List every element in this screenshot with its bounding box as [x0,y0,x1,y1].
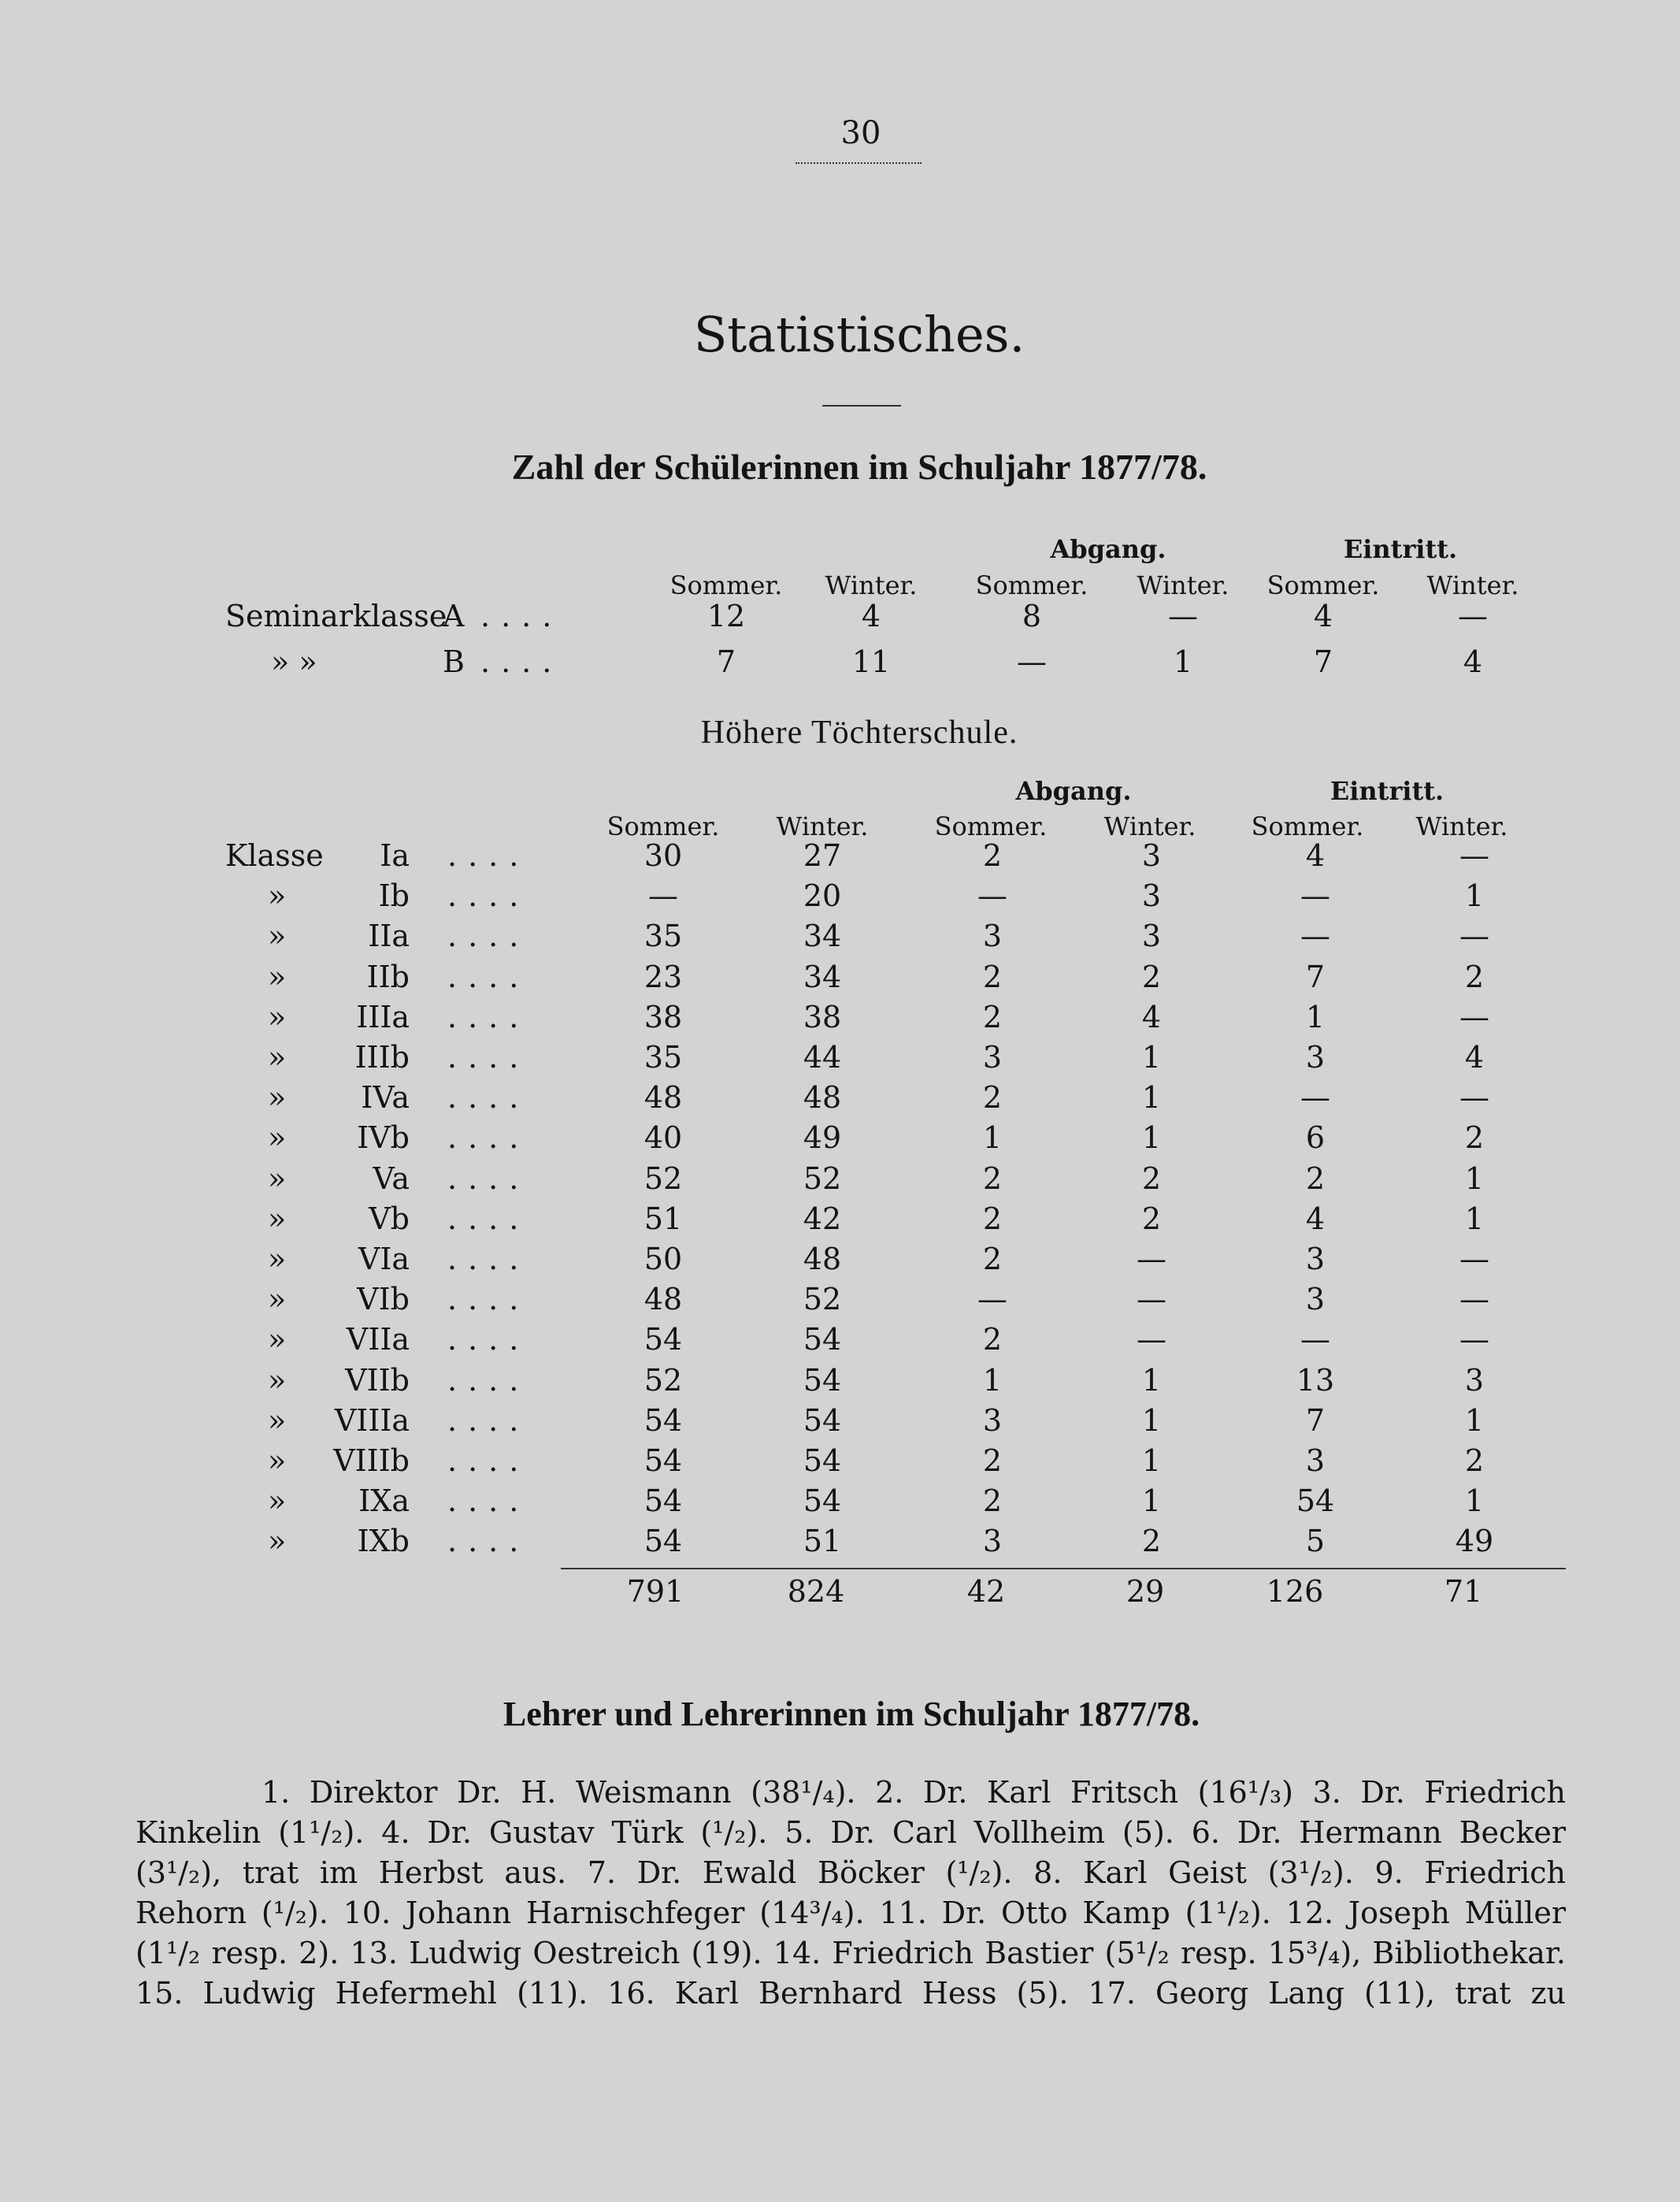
class-label: Vb [369,1201,410,1236]
table-cell: 38 [643,1000,683,1034]
totals-rule [561,1568,1566,1569]
leader-dots: .... [447,1443,530,1478]
leader-dots: .... [447,1403,530,1438]
table-cell: 2 [982,960,1003,994]
total-cell: 29 [1126,1574,1165,1609]
class-label: Va [373,1161,410,1196]
table-cell: — [1459,1242,1489,1276]
class-label: VIIb [345,1363,410,1398]
ditto-mark: » [268,1524,287,1558]
table-cell: 1 [1141,1403,1162,1438]
paragraph-line: Rehorn (¹/₂). 10. Johann Harnischfeger (14³/₄). 11. Dr. Otto Kamp (1¹/₂). 12. Joseph Müller [135,1896,1566,1930]
table-cell: 2 [982,1242,1003,1276]
ditto-mark: » [268,1242,287,1276]
section-heading-school: Höhere Töchterschule. [700,715,1018,751]
table-cell: 2 [982,1161,1003,1196]
table-cell: 7 [716,644,736,679]
leader-dots: .... [447,1000,530,1034]
table-cell: 52 [803,1161,842,1196]
column-header: Sommer. [975,570,1088,600]
table-cell: 7 [1313,644,1333,679]
table-cell: 42 [803,1201,842,1236]
ditto-mark: » [268,1040,287,1075]
column-header: Winter. [825,570,918,600]
column-header: Sommer. [669,570,783,600]
class-label: VIIIb [333,1443,410,1478]
section-heading-students: Zahl der Schülerinnen im Schuljahr 1877/78. [511,447,1207,487]
table-cell: — [977,878,1007,913]
table-cell: — [1168,599,1198,633]
row-label: » » [271,644,317,679]
table-cell: 54 [803,1443,842,1478]
ditto-mark: » [268,960,287,994]
table-cell: 20 [803,878,842,913]
paragraph-line: (3¹/₂), trat im Herbst aus. 7. Dr. Ewald Böcker (¹/₂). 8. Karl Geist (3¹/₂). 9. Friedrich [135,1855,1566,1890]
table-cell: 3 [982,1403,1003,1438]
table-cell: 13 [1296,1363,1335,1398]
table-cell: 1 [1141,1080,1162,1115]
row-sublabel: A [443,599,465,633]
ditto-mark: » [268,1282,287,1316]
ditto-mark: » [268,1120,287,1155]
table-cell: 4 [1463,644,1483,679]
row-label: Seminarklasse [225,599,447,633]
table-cell: 1 [982,1363,1003,1398]
ditto-mark: » [268,1080,287,1115]
table-cell: 35 [643,919,683,953]
title-divider [822,405,901,407]
table-cell: 34 [803,919,842,953]
table-cell: 2 [1464,1120,1485,1155]
table-cell: — [1300,1080,1330,1115]
ditto-mark: » [268,1483,287,1518]
table-cell: 34 [803,960,842,994]
table-cell: 27 [803,838,842,873]
class-label: VIb [357,1282,410,1316]
paragraph-line: (1¹/₂ resp. 2). 13. Ludwig Oestreich (19). 14. Friedrich Bastier (5¹/₂ resp. 15³/₄), Bibliothekar. [135,1936,1566,1970]
leader-dots: .... [447,1201,530,1236]
table-cell: 2 [982,1201,1003,1236]
class-label: IIb [366,960,410,994]
table-cell: 3 [982,1524,1003,1558]
class-label: IXa [358,1483,410,1518]
class-label: IXb [357,1524,410,1558]
table-cell: 51 [643,1201,683,1236]
column-header: Sommer. [1251,811,1364,841]
leader-dots: .... [447,1282,530,1316]
leader-dots: .... [447,1483,530,1518]
table-cell: 30 [643,838,683,873]
class-label: IIIa [356,1000,410,1034]
ditto-mark: » [268,1363,287,1398]
total-cell: 126 [1266,1574,1324,1609]
table-cell: 23 [643,960,683,994]
table-cell: 54 [1296,1483,1335,1518]
table-cell: 2 [1464,960,1485,994]
table-cell: 54 [803,1403,842,1438]
table-cell: 6 [1305,1120,1326,1155]
table-cell: 52 [643,1363,683,1398]
leader-dots: .... [480,599,563,633]
table-cell: 54 [803,1363,842,1398]
table-cell: — [1459,1000,1489,1034]
column-header: Winter. [1415,811,1508,841]
leader-dots: .... [447,838,530,873]
table-cell: 48 [643,1282,683,1316]
table-cell: — [977,1282,1007,1316]
table-cell: 2 [982,1080,1003,1115]
class-label: IIIb [354,1040,410,1075]
column-header: Winter. [776,811,869,841]
class-label: Ia [380,838,410,873]
table-cell: 38 [803,1000,842,1034]
table-cell: — [1458,599,1488,633]
class-label: VIa [358,1242,410,1276]
table-cell: 52 [803,1282,842,1316]
table-cell: 48 [803,1080,842,1115]
table-cell: 54 [643,1483,683,1518]
table-cell: 4 [861,599,881,633]
table-cell: — [1137,1242,1166,1276]
table-cell: 2 [1305,1161,1326,1196]
ditto-mark: » [268,1161,287,1196]
table-cell: — [1137,1282,1166,1316]
table-cell: 49 [1455,1524,1494,1558]
class-label: IIa [368,919,410,953]
table-cell: 44 [803,1040,842,1075]
table-cell: 2 [982,1443,1003,1478]
table-cell: 1 [1464,878,1485,913]
table-cell: 8 [1022,599,1042,633]
table-cell: — [1459,1080,1489,1115]
table-cell: — [1017,644,1047,679]
table-cell: 3 [982,1040,1003,1075]
table-cell: — [1459,1282,1489,1316]
table-cell: 35 [643,1040,683,1075]
table-cell: 1 [1141,1120,1162,1155]
table-cell: 54 [643,1524,683,1558]
table-cell: — [1459,919,1489,953]
table-cell: 49 [803,1120,842,1155]
table-cell: — [1300,878,1330,913]
table-cell: 2 [982,1483,1003,1518]
leader-dots: .... [447,1080,530,1115]
table-cell: 3 [1305,1040,1326,1075]
page-title: Statistisches. [693,306,1025,363]
table-cell: 5 [1305,1524,1326,1558]
page-number: 30 [840,115,881,151]
table-cell: 7 [1305,960,1326,994]
table-cell: — [648,878,678,913]
table-cell: 1 [1141,1363,1162,1398]
total-cell: 71 [1444,1574,1483,1609]
table-cell: 1 [1464,1201,1485,1236]
class-label: VIIIa [334,1403,410,1438]
table-cell: 2 [1141,1524,1162,1558]
table-cell: 3 [1305,1443,1326,1478]
row-sublabel: B [443,644,465,679]
total-cell: 42 [966,1574,1006,1609]
ditto-mark: » [268,1000,287,1034]
table-cell: — [1459,838,1489,873]
teachers-paragraph [135,1773,1566,2014]
leader-dots: .... [447,878,530,913]
table-cell: 54 [643,1403,683,1438]
table-cell: 2 [982,1000,1003,1034]
leader-dots: .... [447,1242,530,1276]
table-cell: 4 [1305,1201,1326,1236]
column-header: Winter. [1137,570,1229,600]
table-cell: 1 [1141,1483,1162,1518]
class-label: VIIa [346,1322,410,1357]
ditto-mark: » [268,1403,287,1438]
total-cell: 824 [787,1574,845,1609]
table-cell: 2 [1464,1443,1485,1478]
column-header: Sommer. [606,811,720,841]
leader-dots: .... [447,1363,530,1398]
paragraph-line: 1. Direktor Dr. H. Weismann (38¹/₄). 2. Dr. Karl Fritsch (16¹/₃) 3. Dr. Friedrich [261,1775,1566,1810]
leader-dots: .... [447,1040,530,1075]
table-cell: 11 [851,644,891,679]
table-cell: 2 [982,838,1003,873]
table-cell: 48 [643,1080,683,1115]
ditto-mark: » [268,878,287,913]
class-label: Ib [378,878,410,913]
table-cell: — [1300,1322,1330,1357]
section-heading-teachers: Lehrer und Lehrerinnen im Schuljahr 1877/78. [503,1695,1200,1733]
table-cell: 1 [1464,1161,1485,1196]
table-cell: 2 [1141,960,1162,994]
table-cell: 1 [1173,644,1193,679]
table-cell: 4 [1464,1040,1485,1075]
table-cell: 3 [1305,1242,1326,1276]
table-cell: 54 [803,1483,842,1518]
table-cell: 1 [1141,1040,1162,1075]
table-cell: 4 [1141,1000,1162,1034]
table-cell: 48 [803,1242,842,1276]
group-header-eintritt-2: Eintritt. [1330,776,1445,806]
class-label: IVa [361,1080,410,1115]
table-cell: 1 [1305,1000,1326,1034]
column-header: Winter. [1103,811,1196,841]
table-cell: 4 [1313,599,1333,633]
table-cell: — [1459,1322,1489,1357]
table-cell: 54 [643,1322,683,1357]
table-cell: 3 [1464,1363,1485,1398]
group-header-abgang: Abgang. [1050,534,1166,564]
table-cell: 54 [643,1443,683,1478]
table-cell: 1 [1464,1403,1485,1438]
table-cell: 3 [1141,838,1162,873]
table-cell: 3 [1305,1282,1326,1316]
leader-dots: .... [447,1524,530,1558]
table-cell: 52 [643,1161,683,1196]
total-cell: 791 [626,1574,684,1609]
table-cell: 3 [982,919,1003,953]
ditto-mark: » [268,919,287,953]
leader-dots: .... [480,644,563,679]
ditto-mark: » [268,1322,287,1357]
leader-dots: .... [447,1161,530,1196]
group-header-abgang-2: Abgang. [1015,776,1132,806]
table-cell: 50 [643,1242,683,1276]
column-header: Sommer. [934,811,1048,841]
table-cell: 1 [982,1120,1003,1155]
page-number-ornament [795,158,922,164]
table-cell: 51 [803,1524,842,1558]
table-cell: 54 [803,1322,842,1357]
leader-dots: .... [447,919,530,953]
leader-dots: .... [447,1120,530,1155]
table-cell: 4 [1305,838,1326,873]
table-cell: 40 [643,1120,683,1155]
leader-dots: .... [447,1322,530,1357]
column-header: Winter. [1426,570,1519,600]
table-cell: 1 [1141,1443,1162,1478]
column-header: Sommer. [1266,570,1380,600]
table-cell: 2 [1141,1201,1162,1236]
leader-dots: .... [447,960,530,994]
ditto-mark: » [268,1443,287,1478]
table-cell: — [1300,919,1330,953]
table-cell: 12 [706,599,746,633]
row-label: Klasse [225,838,324,873]
group-header-eintritt: Eintritt. [1343,534,1458,564]
table-cell: — [1137,1322,1166,1357]
table-cell: 3 [1141,919,1162,953]
paragraph-line: Kinkelin (1¹/₂). 4. Dr. Gustav Türk (¹/₂). 5. Dr. Carl Vollheim (5). 6. Dr. Hermann Becker [135,1815,1566,1850]
table-cell: 1 [1464,1483,1485,1518]
table-cell: 7 [1305,1403,1326,1438]
table-cell: 2 [1141,1161,1162,1196]
ditto-mark: » [268,1201,287,1236]
table-cell: 3 [1141,878,1162,913]
paragraph-line: 15. Ludwig Hefermehl (11). 16. Karl Bernhard Hess (5). 17. Georg Lang (11), trat zu [135,1976,1566,2011]
class-label: IVb [357,1120,410,1155]
table-cell: 2 [982,1322,1003,1357]
